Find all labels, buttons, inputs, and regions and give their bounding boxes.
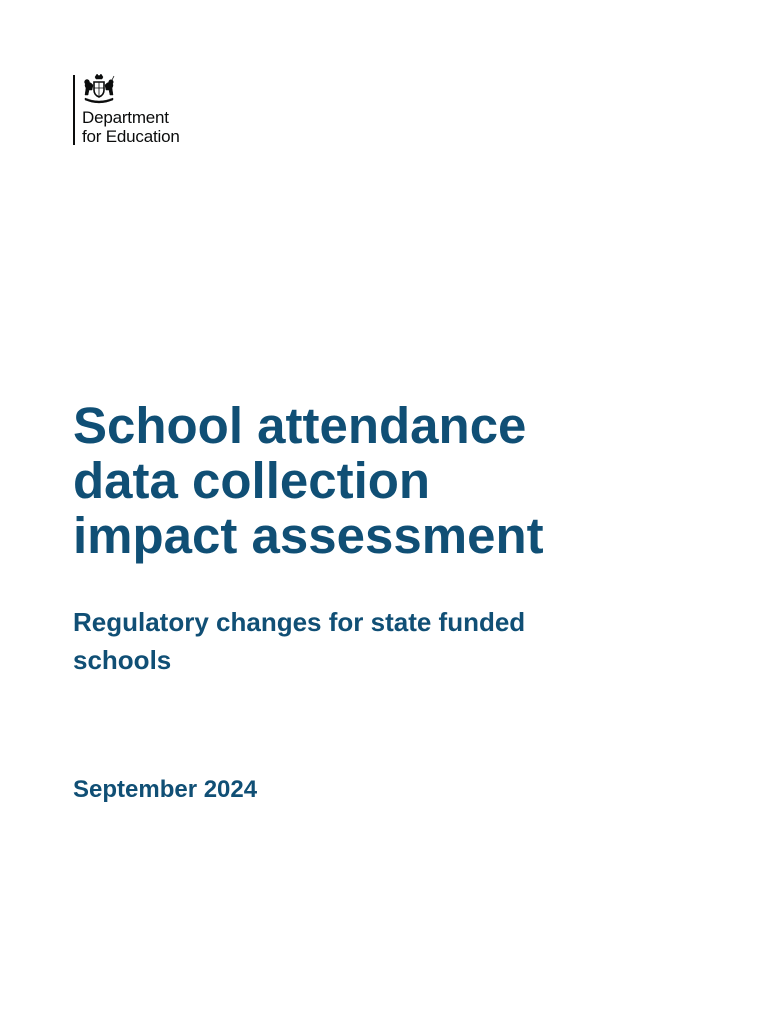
org-name-line-2: for Education [82,127,180,146]
subtitle-line: schools [73,645,172,675]
title-line: impact assessment [73,507,544,564]
document-title [73,398,733,563]
royal-crest-icon [81,73,117,105]
org-name-line-1: Department [82,108,169,127]
logo-divider [73,75,75,145]
document-subtitle [73,603,673,679]
publication-date: September 2024 [73,776,258,803]
title-line: School attendance [73,397,527,454]
title-line: data collection [73,452,431,509]
subtitle-line: Regulatory changes for state funded [73,607,526,637]
department-logo [73,73,233,147]
